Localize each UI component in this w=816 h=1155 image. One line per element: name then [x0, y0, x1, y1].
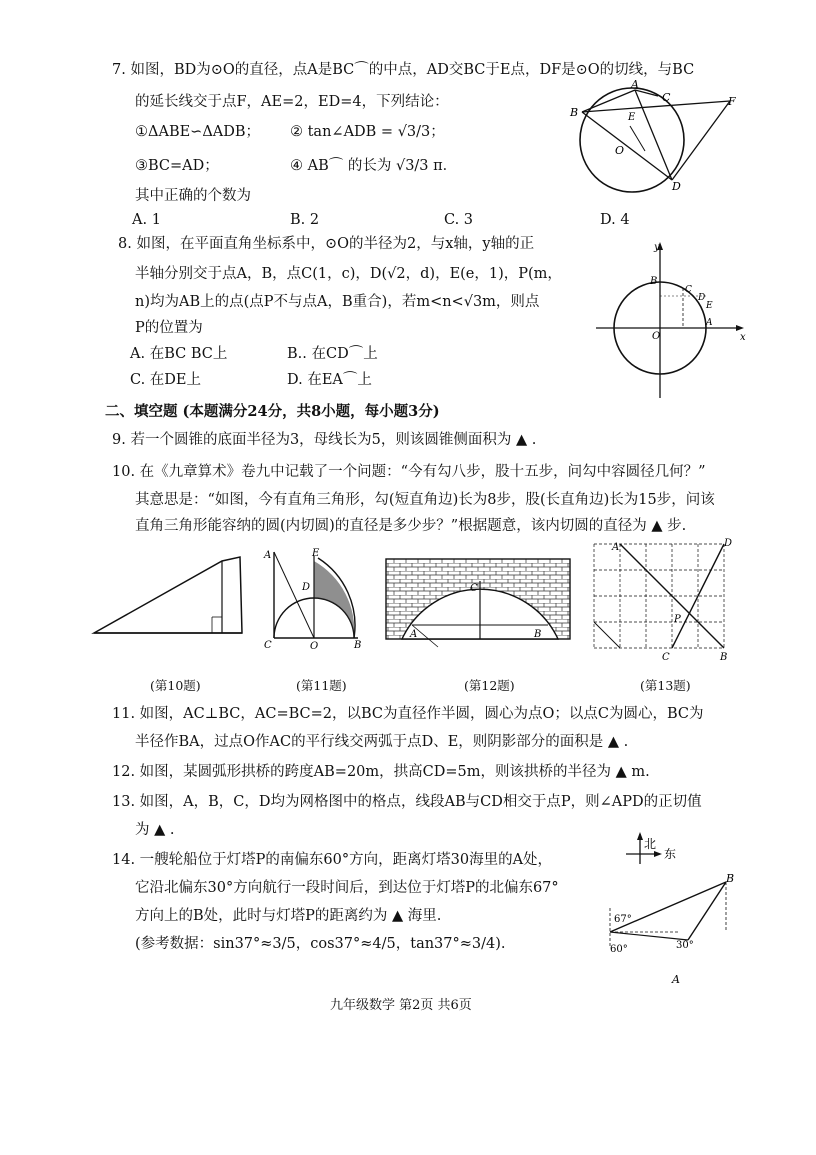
q10-line1: 10. 在《九章算术》卷九中记载了一个问题：“今有勾八步，股十五步，问勾中容圆径几何？” — [112, 464, 706, 480]
page-footer: 九年级数学 第2页 共6页 — [330, 998, 472, 1013]
fig11-label-a: A — [264, 550, 272, 561]
q8-label-x: x — [740, 332, 746, 343]
q7-conclusion-2: ② tan∠ADB = √3/3； — [290, 124, 445, 140]
fig13-label-d: D — [724, 538, 733, 549]
q7-label-o: O — [615, 144, 625, 157]
q13-line2: 为 ▲ . — [135, 822, 175, 838]
fig12 — [382, 555, 574, 655]
q8-label-e: E — [706, 301, 713, 311]
fig12-label-a: A — [410, 629, 418, 640]
caption-fig12: (第12题) — [464, 678, 515, 693]
q8-option-d: D. 在EA⌒上 — [287, 372, 372, 388]
fig11-label-o: O — [310, 641, 319, 650]
q8-label-a: A — [706, 318, 713, 328]
q8-option-b: B.. 在CD⌒上 — [287, 346, 378, 362]
fig11-label-b: B — [354, 640, 362, 650]
fig12-label-b: B — [534, 629, 542, 640]
fig13-label-a: A — [612, 542, 620, 553]
fig11-label-d: D — [302, 582, 311, 593]
q14-line4: (参考数据：sin37°≈3/5，cos37°≈4/5，tan37°≈3/4). — [135, 936, 506, 952]
q8-figure — [590, 236, 755, 401]
fig11-label-e: E — [312, 548, 320, 559]
fig11-label-c: C — [264, 640, 272, 650]
q8-label-b: B — [650, 276, 658, 287]
q8-line1: 8. 如图，在平面直角坐标系中，⊙O的半径为2，与x轴，y轴的正 — [118, 236, 535, 252]
q8-line3: n)均为AB上的点(点P不与点A，B重合)，若m<n<√3m，则点 — [135, 294, 540, 310]
fig11 — [258, 548, 368, 650]
fig14-angle-60: 60° — [610, 944, 628, 955]
q11-line2: 半径作BA，过点O作AC的平行线交两弧于点D、E，则阴影部分的面积是 ▲ . — [135, 734, 629, 750]
q7-line2: 的延长线交于点F，AE=2，ED=4，下列结论： — [135, 94, 449, 110]
q8-label-o: O — [652, 331, 661, 342]
section-2-heading: 二、填空题 (本题满分24分，共8小题，每小题3分) — [105, 403, 440, 420]
q7-label-c: C — [662, 91, 671, 104]
fig10 — [90, 555, 250, 640]
fig14-label-b: B — [726, 872, 735, 885]
q7-option-c: C. 3 — [444, 212, 474, 228]
q8-line4: P的位置为 — [135, 320, 203, 336]
q14-line3: 方向上的B处，此时与灯塔P的距离约为 ▲ 海里. — [135, 908, 442, 924]
caption-fig11: (第11题) — [296, 678, 347, 693]
q7-label-e: E — [628, 112, 636, 123]
q7-label-d: D — [672, 180, 681, 193]
fig14-east-label: 东 — [664, 847, 677, 861]
q8-label-y: y — [654, 242, 660, 253]
q9-text: 9. 若一个圆锥的底面半径为3，母线长为5，则该圆锥侧面积为 ▲ . — [112, 432, 537, 448]
q14-line1: 14. 一艘轮船位于灯塔P的南偏东60°方向，距离灯塔30海里的A处， — [112, 852, 553, 868]
fig14 — [600, 828, 760, 988]
q7-option-b: B. 2 — [290, 212, 320, 228]
q7-conclusion-1: ①ΔABE∽ΔADB； — [135, 124, 261, 140]
fig13-label-b: B — [720, 652, 728, 663]
q7-label-f: F — [728, 95, 736, 108]
fig13-label-c: C — [662, 652, 670, 663]
q8-label-d: D — [698, 293, 706, 303]
q8-label-c: C — [685, 285, 692, 295]
fig13-label-p: P — [674, 614, 681, 625]
q8-option-c: C. 在DE上 — [130, 372, 202, 388]
q7-conclusion-3: ③BC=AD； — [135, 158, 219, 174]
q13-line1: 13. 如图，A，B，C，D均为网格图中的格点，线段AB与CD相交于点P，则∠APD的正切值 — [112, 794, 702, 810]
caption-fig13: (第13题) — [640, 678, 691, 693]
q12-text: 12. 如图，某圆弧形拱桥的跨度AB=20m，拱高CD=5m，则该拱桥的半径为 ▲ m. — [112, 764, 650, 780]
q7-line1: 7. 如图，BD为⊙O的直径，点A是BC⌒的中点，AD交BC于E点，DF是⊙O的切线，与BC — [112, 62, 695, 78]
caption-fig10: (第10题) — [150, 678, 201, 693]
q7-option-a: A. 1 — [132, 212, 161, 228]
fig14-north-label: 北 — [644, 837, 657, 851]
q7-option-d: D. 4 — [600, 212, 630, 228]
fig14-angle-30: 30° — [676, 940, 694, 951]
q11-line1: 11. 如图，AC⊥BC，AC=BC=2，以BC为直径作半圆，圆心为点O；以点C为圆心，BC为 — [112, 706, 704, 722]
q7-label-b: B — [570, 106, 579, 119]
fig14-angle-67: 67° — [614, 914, 632, 925]
q7-prompt: 其中正确的个数为 — [135, 188, 251, 204]
q8-option-a: A. 在BC BC上 — [130, 346, 228, 362]
q7-conclusion-4: ④ AB⌒ 的长为 √3/3 π． — [290, 158, 458, 174]
q7-label-a: A — [631, 78, 639, 91]
q8-line2: 半轴分别交于点A，B，点C(1，c)，D(√2，d)，E(e，1)，P(m， — [135, 266, 562, 282]
fig14-label-a: A — [672, 973, 680, 986]
fig12-label-c: C — [470, 583, 478, 594]
q7-figure — [560, 76, 750, 196]
q10-line2: 其意思是：“如图，今有直角三角形，勾(短直角边)长为8步，股(长直角边)长为15步，问该 — [135, 492, 715, 508]
q10-line3: 直角三角形能容纳的圆(内切圆)的直径是多少步？”根据题意，该内切圆的直径为 ▲ 步. — [135, 518, 687, 534]
fig13 — [588, 538, 738, 663]
q14-line2: 它沿北偏东30°方向航行一段时间后，到达位于灯塔P的北偏东67° — [135, 880, 559, 896]
